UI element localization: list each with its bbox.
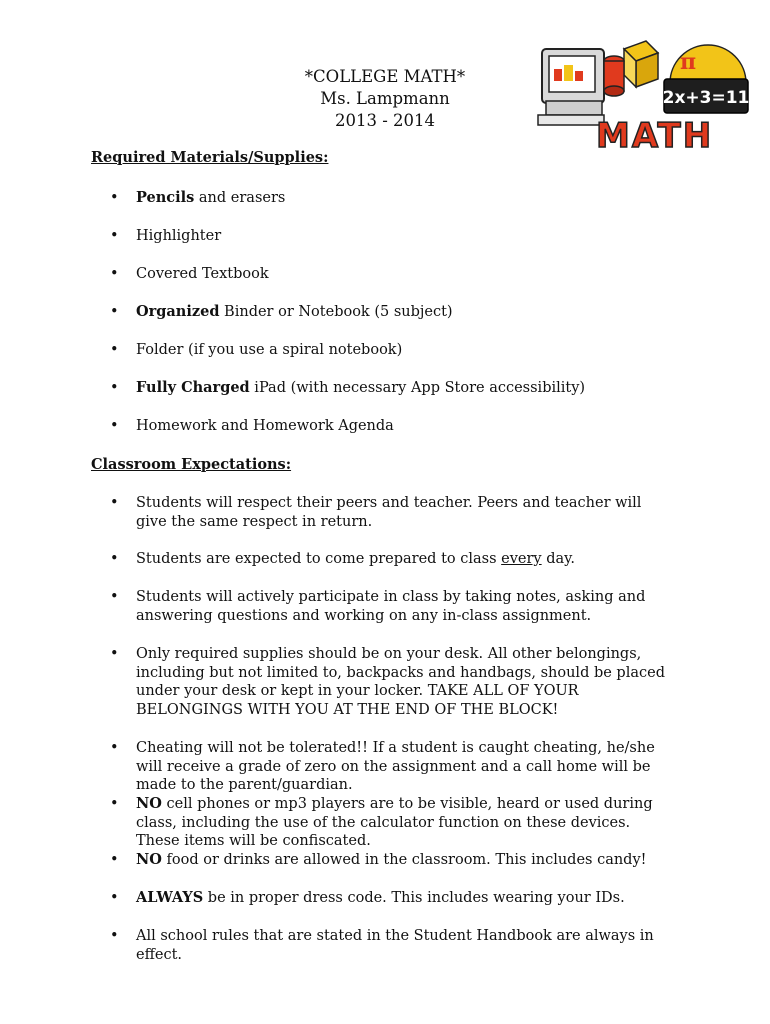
bullet-icon: • xyxy=(110,190,119,206)
bullet-icon: • xyxy=(110,495,119,511)
bullet-icon: • xyxy=(110,589,119,605)
bullet-icon: • xyxy=(110,418,119,434)
bullet-icon: • xyxy=(110,304,119,320)
math-word-art: MATH xyxy=(596,116,714,155)
bullet-icon: • xyxy=(110,890,119,906)
equation-text: 2x+3=11 xyxy=(662,88,750,108)
bullet-icon: • xyxy=(110,646,119,662)
required-materials-heading: Required Materials/Supplies: xyxy=(91,149,329,166)
teacher-name: Ms. Lampmann xyxy=(320,89,450,108)
equation-board xyxy=(663,79,750,113)
geometric-shapes-icon xyxy=(604,41,658,96)
protractor-icon xyxy=(670,45,746,83)
bullet-icon: • xyxy=(110,852,119,868)
document-page: *COLLEGE MATH* Ms. Lampmann 2013 - 2014 π 2x+3=11 MATH Required Materials/Supplies: • Pencils and erasers • Highlighter • Covered Textbook • Organized Binder or Notebook (5 subject) • Folder (if you use a spiral notebook) • Fully Charged iPad (with necessary App Store accessibility) • Homework and Homework Agenda Classroom Expectations: • Students will respect their peers and teacher. Peers and teacher will give the same respect in return. • Students are expected to come prepared to class every day. • Students will actively participate in class by taking notes, asking and answering questions and working on any in-class assignment. • Only required supplies should be on your desk. All other belongings, including but not limited to, backpacks and handbags, should be placed under your desk or kept in your locker. TAKE ALL OF YOUR BELONGINGS WITH YOU AT THE END OF THE BLOCK! • Cheating will not be tolerated!! If a student is caught cheating, he/she will receive a grade of zero on the assignment and a call home will be made to the parent/guardian. • NO cell phones or mp3 players are to be visible, heard or used during class, including the use of the calculator function on these devices. These items will be confiscated. • NO food or drinks are allowed in the classroom. This includes candy! • ALWAYS be in proper dress code. This includes wearing your IDs. • All school rules that are stated in the Student Handbook are always in effect. xyxy=(0,0,770,1024)
pi-symbol: π xyxy=(680,49,697,75)
bullet-icon: • xyxy=(110,228,119,244)
bullet-icon: • xyxy=(110,551,119,567)
bullet-icon: • xyxy=(110,928,119,944)
bullet-icon: • xyxy=(110,796,119,812)
computer-icon xyxy=(538,49,604,125)
course-title: *COLLEGE MATH* xyxy=(304,67,466,86)
document-header xyxy=(250,66,520,132)
bullet-icon: • xyxy=(110,380,119,396)
school-year: 2013 - 2014 xyxy=(334,111,436,130)
bullet-icon: • xyxy=(110,740,119,756)
bullet-icon: • xyxy=(110,342,119,358)
classroom-expectations-heading: Classroom Expectations: xyxy=(91,456,292,473)
bullet-icon: • xyxy=(110,266,119,282)
math-clipart-image xyxy=(536,35,752,155)
